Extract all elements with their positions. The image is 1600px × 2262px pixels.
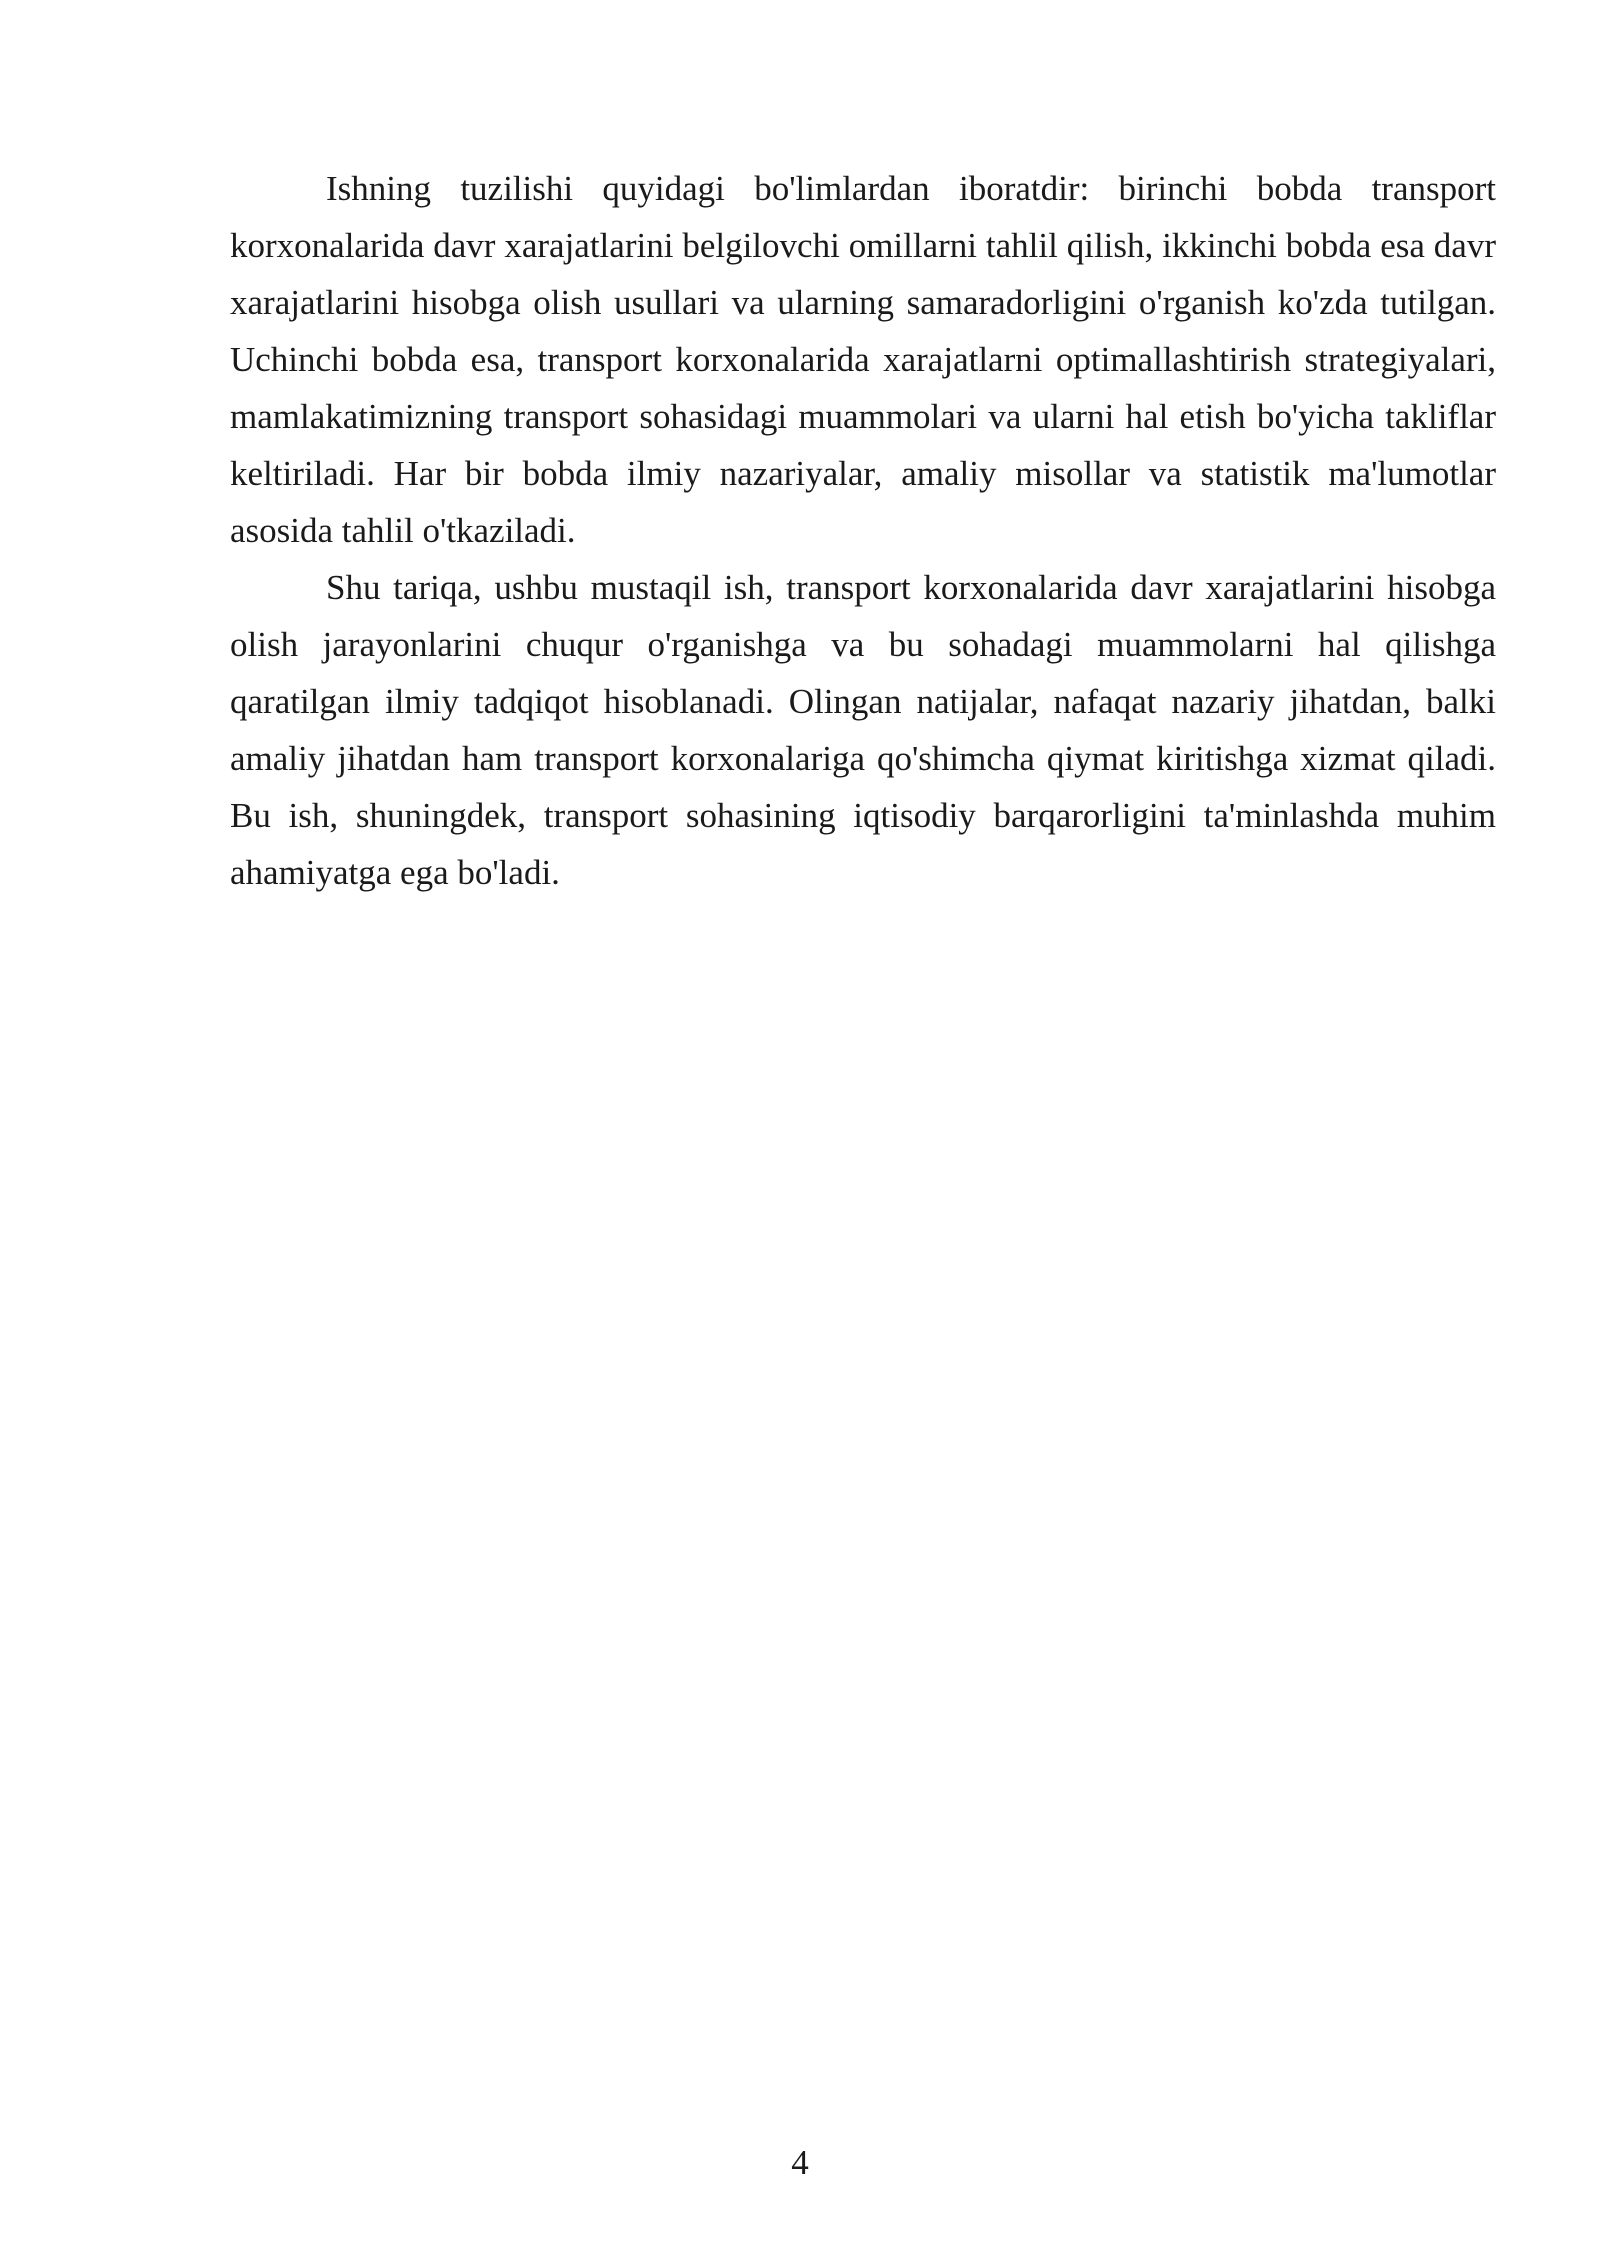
paragraph-structure: Ishning tuzilishi quyidagi bo'limlardan iboratdir: birinchi bobda transport korxonalarida davr xarajatlarini belgilovchi omillarni tahlil qilish, ikkinchi bobda esa davr xarajatlarini hisobga olish usullari va ularning samaradorligini o'rganish ko'zda tutilgan. Uchinchi bobda esa, transport korxonalarida xarajatlarni optimallashtirish strategiyalari, mamlakatimizning transport sohasidagi muammolari va ularni hal etish bo'yicha takliflar keltiriladi. Har bir bobda ilmiy nazariyalar, amaliy misollar va statistik ma'lumotlar asosida tahlil o'tkaziladi. (230, 169, 1496, 550)
page-number: 4 (791, 2143, 809, 2182)
paragraph-conclusion: Shu tariqa, ushbu mustaqil ish, transport korxonalarida davr xarajatlarini hisobga olish jarayonlarini chuqur o'rganishga va bu sohadagi muammolarni hal qilishga qaratilgan ilmiy tadqiqot hisoblanadi. Olingan natijalar, nafaqat nazariy jihatdan, balki amaliy jihatdan ham transport korxonalariga qo'shimcha qiymat kiritishga xizmat qiladi. Bu ish, shuningdek, transport sohasining iqtisodiy barqarorligini ta'minlashda muhim ahamiyatga ega bo'ladi. (230, 568, 1496, 892)
body-text (230, 160, 1496, 901)
